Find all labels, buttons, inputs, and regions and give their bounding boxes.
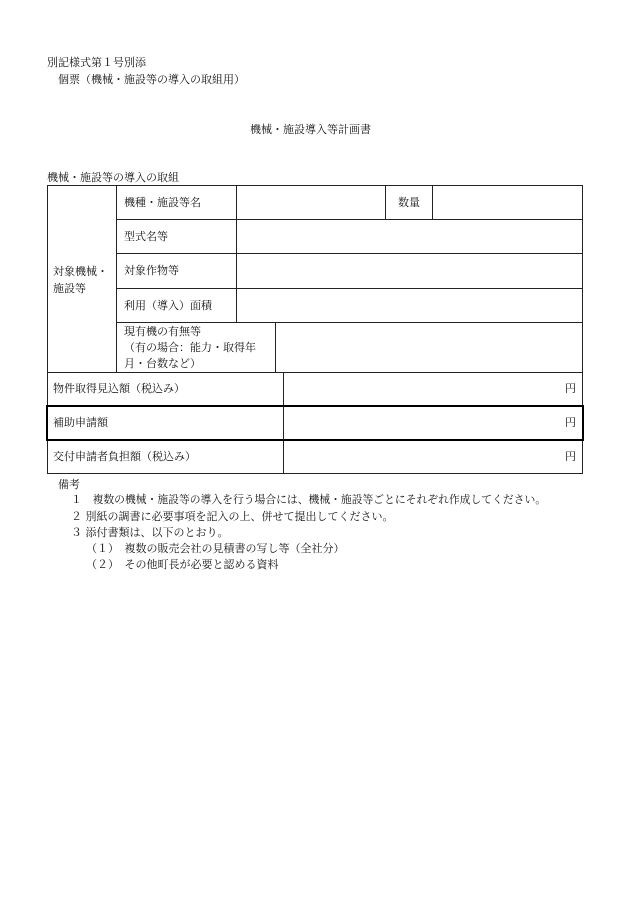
cost-unit: 円 (565, 382, 576, 395)
form-subtitle: 個票（機械・施設等の導入の取組用） (58, 73, 245, 86)
document-title: 機械・施設導入等計画書 (250, 123, 371, 136)
subsidy-label: 補助申請額 (53, 416, 108, 429)
note-item-3: ３ 添付書類は、以下のとおり。 (71, 526, 229, 539)
subsidy-unit: 円 (565, 416, 576, 429)
note-item-2: ２ 別紙の調書に必要事項を記入の上、併せて提出してください。 (71, 510, 394, 523)
note-item-3a: （１） 複数の販売会社の見積書の写し等（全社分） (86, 542, 345, 555)
form-reference: 別記様式第１号別添 (47, 56, 146, 69)
notes-heading: 備考 (58, 478, 80, 491)
crop-label: 対象作物等 (124, 264, 179, 277)
note-item-3b: （２） その他町長が必要と認める資料 (86, 558, 279, 571)
section-title: 機械・施設等の導入の取組 (47, 171, 179, 184)
model-label: 型式名等 (124, 230, 168, 243)
existing-machine-label: 現有機の有無等 （有の場合：能力・取得年 月・台数など） (124, 325, 256, 370)
machine-name-label: 機種・施設等名 (124, 196, 201, 209)
area-label: 利用（導入）面積 (124, 299, 212, 312)
group-label: 対象機械・ 施設等 (53, 265, 108, 295)
burden-label: 交付申請者負担額（税込み） (53, 450, 196, 463)
burden-unit: 円 (565, 450, 576, 463)
quantity-label: 数量 (398, 196, 420, 209)
cost-label: 物件取得見込額（税込み） (53, 382, 185, 395)
note-item-1: １ 複数の機械・施設等の導入を行う場合には、機械・施設等ごとにそれぞれ作成してください。 (71, 493, 547, 506)
